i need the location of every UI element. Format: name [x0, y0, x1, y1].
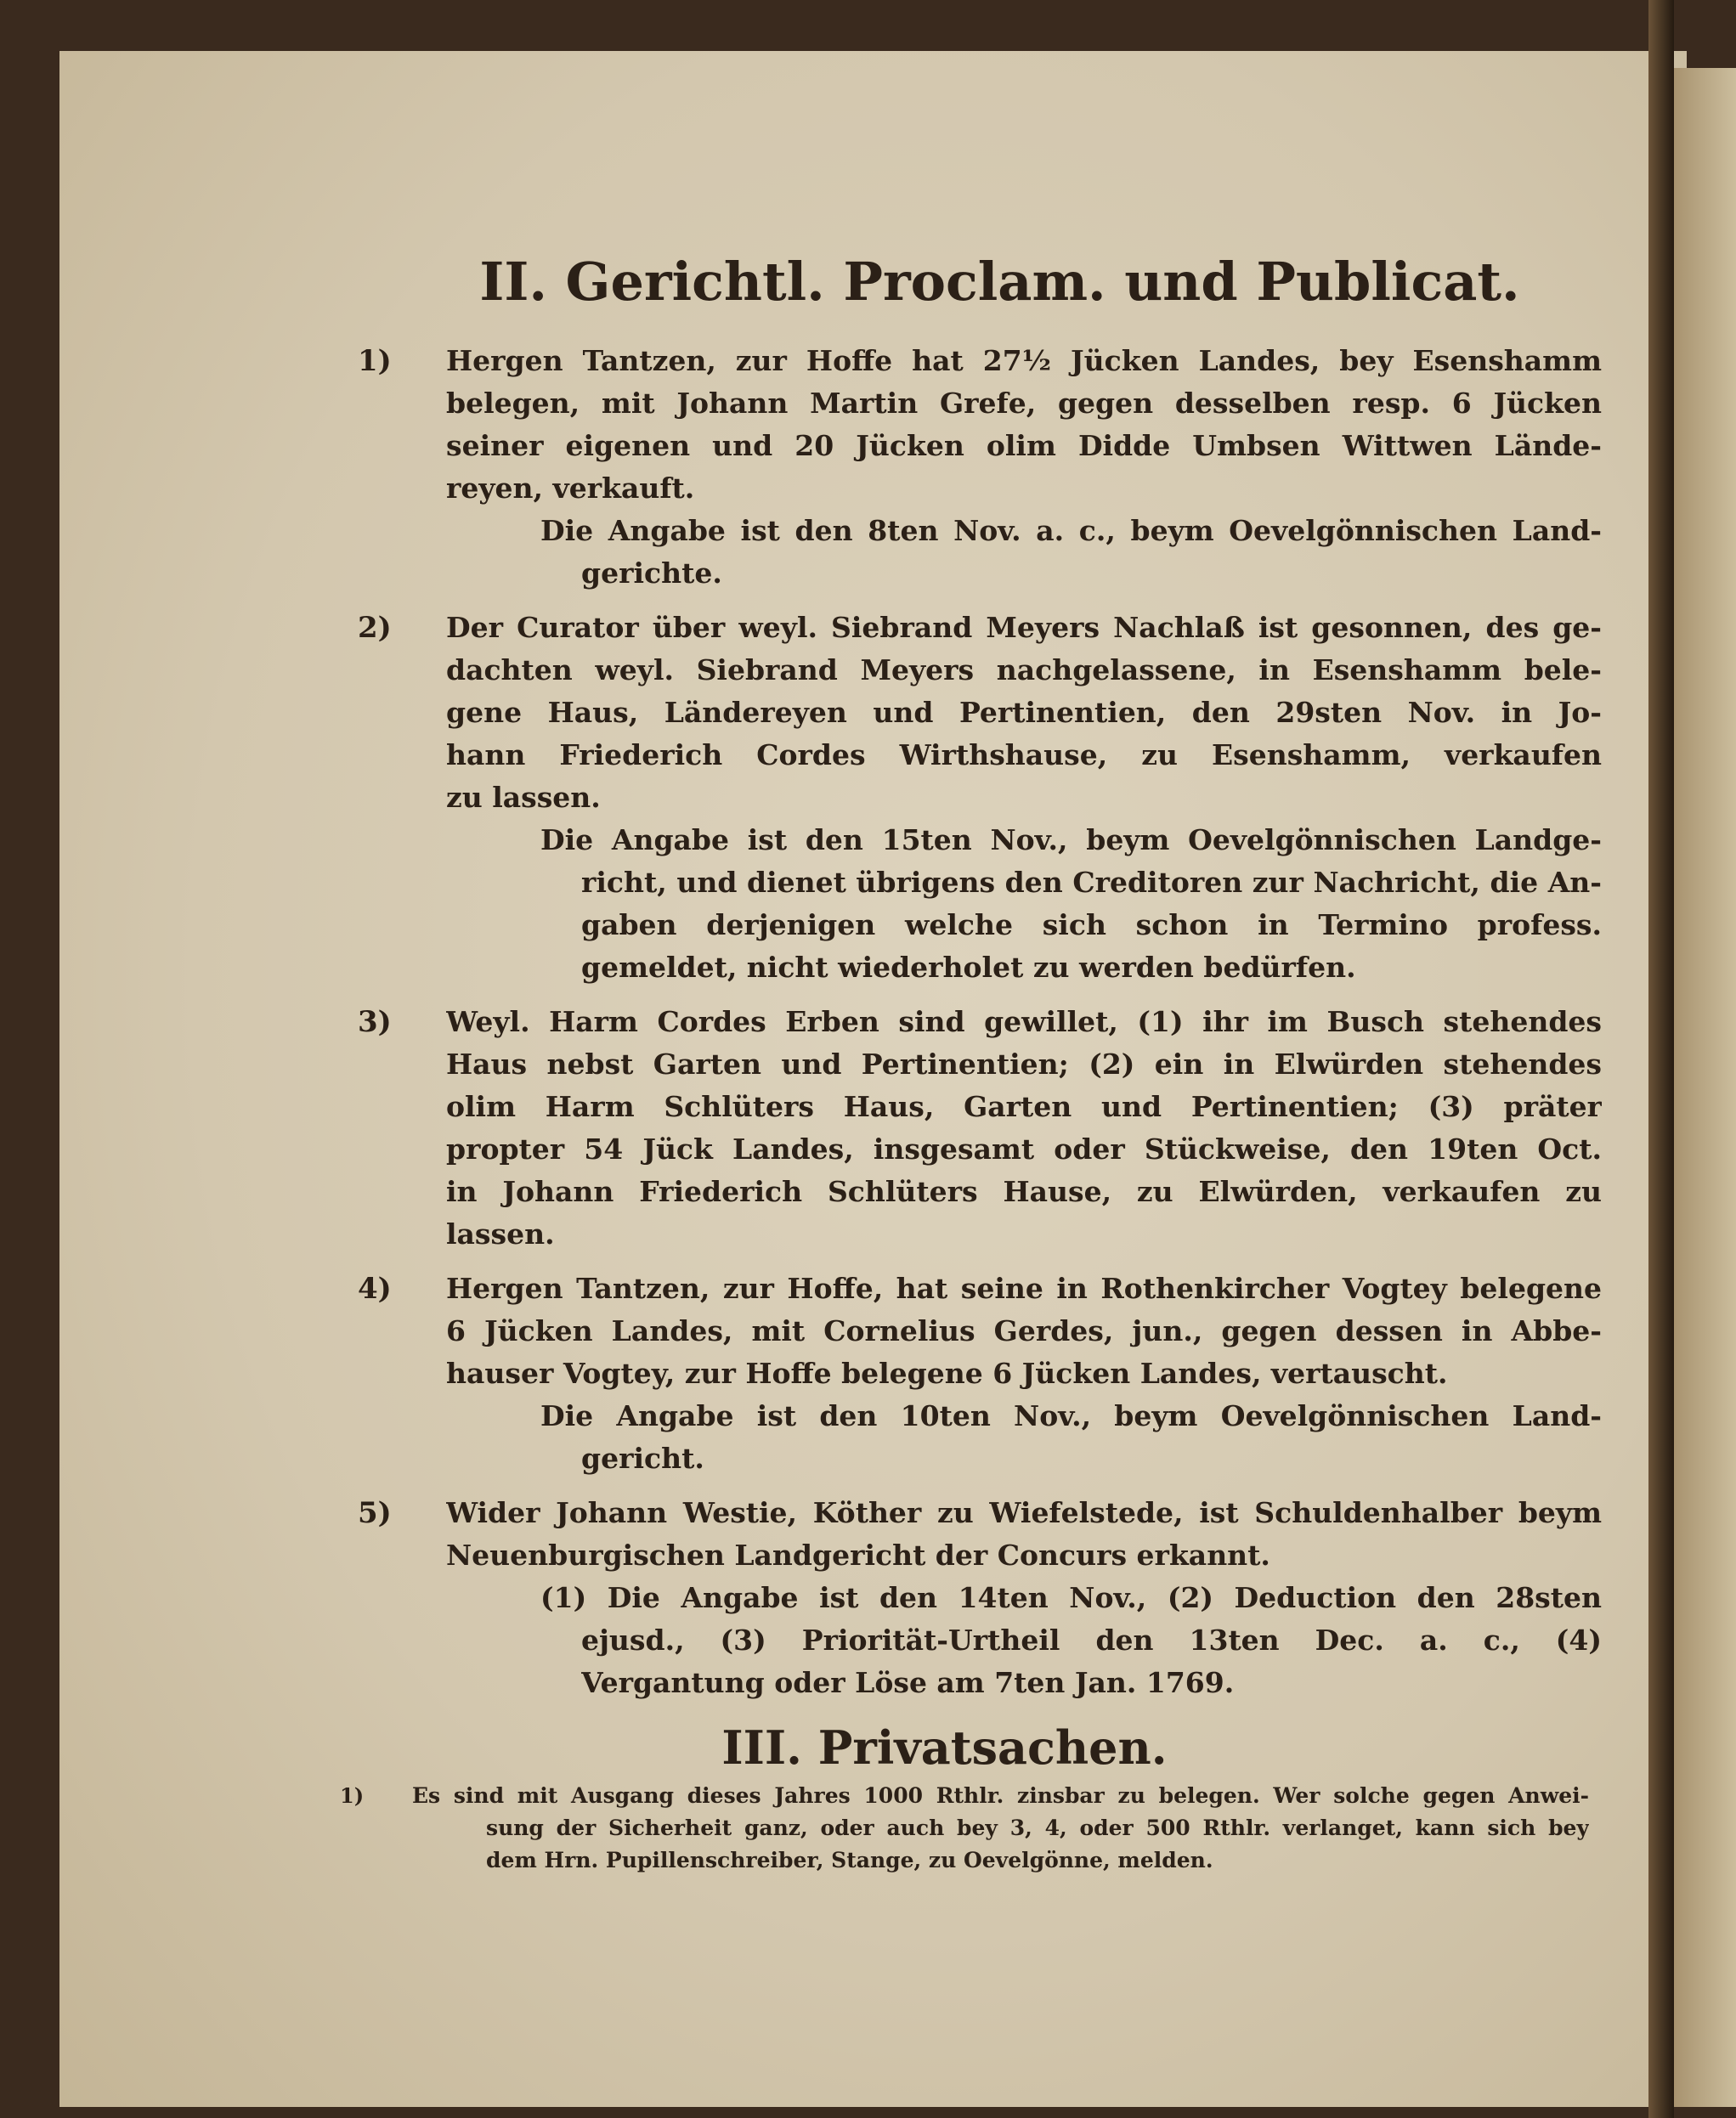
text-line: Hergen Tantzen, zur Hoffe, hat seine in Rothenkircher Vogtey belegene [446, 1272, 1602, 1305]
text-line: lassen. [446, 1217, 555, 1251]
text-line: zu lassen. [446, 781, 601, 814]
text-line: propter 54 Jück Landes, insgesamt oder Stückweise, den 19ten Oct. [446, 1132, 1602, 1166]
note-line: Die Angabe ist den 15ten Nov., beym Oevelgönnischen Landge- [540, 823, 1602, 856]
section-title: II. Gerichtl. Proclam. und Publicat. [479, 251, 1520, 313]
private-notice [340, 1780, 1589, 1877]
item-number: 3) [358, 1005, 392, 1039]
item-number: 1) [358, 344, 392, 378]
proclamations-list [358, 340, 1602, 1716]
text-line: Der Curator über weyl. Siebrand Meyers Nachlaß ist gesonnen, des ge- [446, 611, 1602, 644]
text-line: in Johann Friederich Schlüters Hause, zu Elwürden, verkaufen zu [446, 1175, 1602, 1208]
text-line: Hergen Tantzen, zur Hoffe hat 27½ Jücken Landes, bey Esenshamm [446, 344, 1602, 377]
text-line: dachten weyl. Siebrand Meyers nachgelassene, in Esenshamm bele- [446, 653, 1602, 686]
facing-page-edge [1674, 68, 1736, 2107]
item-number: 2) [358, 611, 392, 645]
list-item [358, 1268, 1602, 1480]
text-line: belegen, mit Johann Martin Grefe, gegen desselben resp. 6 Jücken [446, 387, 1602, 420]
item-note [540, 510, 1602, 595]
section2-title: III. Privatsachen. [721, 1720, 1168, 1775]
note-line: Die Angabe ist den 10ten Nov., beym Oevelgönnischen Land- [540, 1399, 1602, 1432]
text-line: gene Haus, Ländereyen und Pertinentien, den 29sten Nov. in Jo- [446, 696, 1602, 729]
note-line: gerichte. [581, 556, 722, 590]
text-line: seiner eigenen und 20 Jücken olim Didde Umbsen Wittwen Lände- [446, 429, 1602, 462]
text-line: sung der Sicherheit ganz, oder auch bey 3, 4, oder 500 Rthlr. verlanget, kann sich bey [486, 1816, 1589, 1840]
item-note [540, 819, 1602, 989]
item-text [446, 340, 1602, 510]
item-note [540, 1577, 1602, 1704]
text-line: hann Friederich Cordes Wirthshause, zu Esenshamm, verkaufen [446, 738, 1602, 771]
text-line: reyen, verkauft. [446, 472, 695, 505]
item-text [446, 1001, 1602, 1256]
text-line: Es sind mit Ausgang dieses Jahres 1000 Rthlr. zinsbar zu belegen. Wer solche gegen Anwei- [412, 1783, 1589, 1808]
item-number: 1) [340, 1783, 365, 1808]
note-line: gemeldet, nicht wiederholet zu werden bedürfen. [581, 951, 1356, 984]
list-item [358, 340, 1602, 595]
note-line: gericht. [581, 1442, 704, 1475]
note-line: Die Angabe ist den 8ten Nov. a. c., beym Oevelgönnischen Land- [540, 514, 1602, 547]
text-line: hauser Vogtey, zur Hoffe belegene 6 Jücken Landes, vertauscht. [446, 1357, 1448, 1390]
note-line: gaben derjenigen welche sich schon in Termino profess. [581, 908, 1602, 941]
note-line: (1) Die Angabe ist den 14ten Nov., (2) Deduction den 28sten [540, 1581, 1602, 1614]
item-note [540, 1395, 1602, 1480]
list-item [358, 607, 1602, 989]
item-text [412, 1780, 1589, 1877]
item-number: 4) [358, 1272, 392, 1306]
list-item [358, 1492, 1602, 1704]
text-line: dem Hrn. Pupillenschreiber, Stange, zu Oevelgönne, melden. [486, 1848, 1213, 1872]
item-text [446, 607, 1602, 819]
note-line: richt, und dienet übrigens den Creditoren zur Nachricht, die An- [581, 866, 1602, 899]
note-line: ejusd., (3) Priorität-Urtheil den 13ten Dec. a. c., (4) [581, 1624, 1602, 1657]
item-text [446, 1492, 1602, 1577]
text-line: Weyl. Harm Cordes Erben sind gewillet, (1) ihr im Busch stehendes [446, 1005, 1602, 1038]
item-number: 5) [358, 1496, 392, 1530]
text-line: Wider Johann Westie, Köther zu Wiefelstede, ist Schuldenhalber beym [446, 1496, 1602, 1529]
item-text [446, 1268, 1602, 1395]
book-gutter [1648, 0, 1674, 2118]
text-line: Neuenburgischen Landgericht der Concurs erkannt. [446, 1539, 1270, 1572]
text-line: 6 Jücken Landes, mit Cornelius Gerdes, jun., gegen dessen in Abbe- [446, 1314, 1602, 1347]
note-line: Vergantung oder Löse am 7ten Jan. 1769. [581, 1666, 1235, 1699]
text-line: olim Harm Schlüters Haus, Garten und Pertinentien; (3) präter [446, 1090, 1602, 1123]
list-item [358, 1001, 1602, 1256]
text-line: Haus nebst Garten und Pertinentien; (2) ein in Elwürden stehendes [446, 1048, 1602, 1081]
